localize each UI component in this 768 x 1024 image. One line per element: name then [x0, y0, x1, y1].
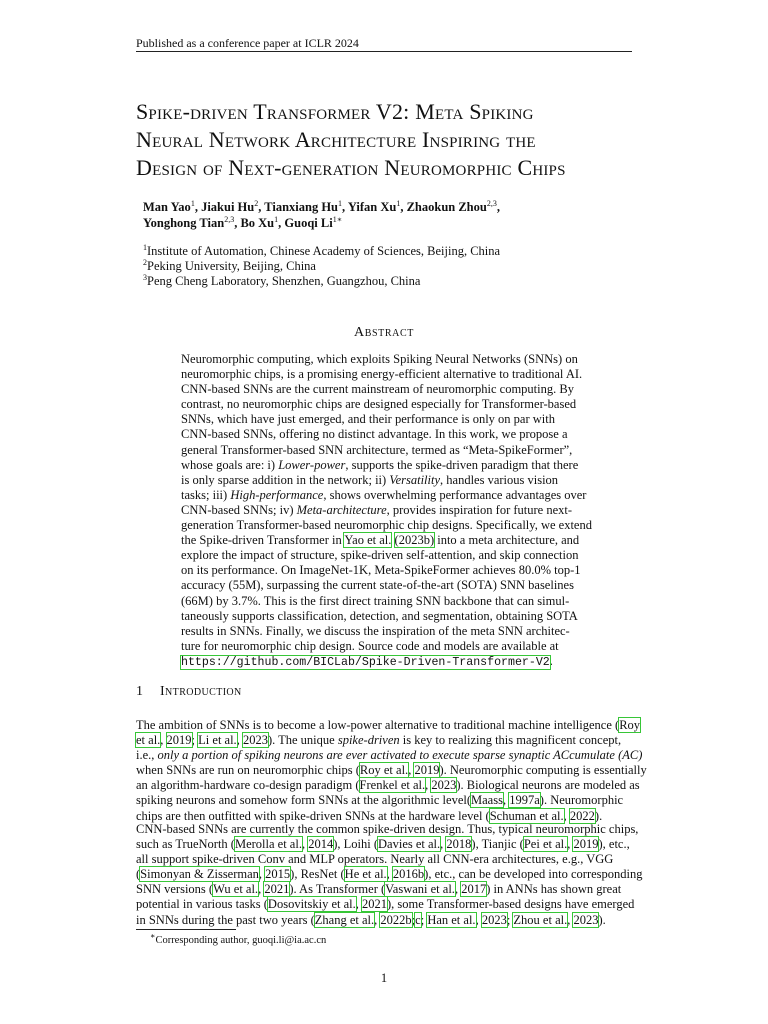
text: ;	[506, 912, 514, 927]
text: CNN-based SNNs; iv)	[181, 502, 297, 517]
text: ,	[386, 867, 393, 882]
text: an algorithm-hardware co-design paradigm (	[136, 778, 360, 793]
abstract-line: contrast, no neuromorphic chips are designed especially for Transformer-based	[181, 397, 577, 412]
text: the Spike-driven Transformer in	[181, 533, 345, 548]
author-affil-mark: 1	[190, 198, 195, 208]
body-line	[136, 793, 632, 808]
body-line	[136, 763, 647, 778]
author: Yifan Xu	[347, 200, 397, 214]
citation-link[interactable]: Simonyan & Zisserman	[140, 867, 259, 882]
text: into a meta architecture, and	[434, 533, 580, 548]
text: ;	[420, 912, 428, 927]
text: ,	[374, 912, 381, 927]
citation-link[interactable]: 2022b	[380, 912, 412, 927]
footnote-rule	[136, 929, 236, 930]
citation-link[interactable]: He et al.	[344, 867, 387, 882]
emphasis: High-performance	[230, 487, 324, 502]
intro-paragraph-1	[136, 718, 647, 824]
body-line	[136, 882, 632, 897]
intro-paragraph-2	[136, 822, 643, 928]
citation-link[interactable]: Li et al.	[198, 733, 237, 748]
footnote-mark: ∗	[150, 931, 156, 941]
citation-link[interactable]: Merolla et al.	[234, 837, 302, 852]
abstract-line: explore the impact of structure, spike-driven self-attention, and skip connection	[181, 548, 579, 563]
author: Yonghong Tian	[143, 216, 225, 230]
text: ), etc.,	[598, 837, 630, 852]
citation-link[interactable]: Vaswani et al.	[385, 882, 455, 897]
emphasis: Versatility	[389, 472, 441, 487]
text: spiking neurons and somehow form SNNs at the algorithmic level(	[136, 793, 472, 808]
abstract-line: generation Transformer-based neuromorphic chip designs. Specifically, we extend	[181, 518, 592, 533]
citation-link[interactable]: Roy et al.	[359, 763, 409, 778]
github-url-link[interactable]: https://github.com/BICLab/Spike-Driven-Transformer-V2	[181, 655, 550, 669]
text: The ambition of SNNs is to become a low-power alternative to traditional machine intelligence (	[136, 718, 620, 732]
author: Tianxiang Hu	[264, 200, 339, 214]
citation-link[interactable]: 2022	[569, 808, 595, 823]
text: ). Neuromorphic	[539, 793, 624, 808]
abstract-line	[181, 458, 588, 473]
text: is key to realizing this magnificent concept,	[399, 733, 622, 748]
text: ,	[475, 912, 482, 927]
body-line	[136, 733, 632, 748]
citation-link[interactable]: Yao et al.	[344, 533, 392, 548]
citation-link[interactable]: 2023	[431, 778, 457, 793]
text: ,	[160, 733, 167, 748]
abstract-line: taneously supports classification, detection, and segmentation, obtaining SOTA	[181, 608, 578, 623]
section-title: Introduction	[160, 684, 242, 699]
text: ), some Transformer-based designs have emerged	[387, 897, 635, 912]
abstract-line	[181, 533, 588, 548]
text: ;	[411, 912, 416, 927]
text: ). Biological neurons are modeled as	[456, 778, 640, 793]
abstract-line	[181, 503, 588, 518]
body-line	[136, 897, 635, 912]
body-line	[136, 867, 643, 882]
header-rule	[136, 51, 632, 52]
text: ).	[594, 808, 603, 823]
author-affil-mark: 2,3	[224, 214, 235, 224]
title-line-1: Spike-driven Transformer V2: Meta Spiking	[136, 99, 534, 124]
affiliation-mark: 1	[143, 242, 147, 252]
citation-link[interactable]: 2014	[308, 837, 334, 852]
citation-link[interactable]: 2019	[573, 837, 599, 852]
footnote-text: Corresponding author, guoqi.li@ia.ac.cn	[155, 935, 327, 946]
author: Man Yao	[143, 200, 191, 214]
page-number: 1	[380, 971, 388, 985]
text: ,	[502, 793, 510, 808]
citation-link[interactable]: 2015	[265, 867, 291, 882]
text: ).	[598, 912, 606, 927]
text: ), etc., can be developed into corresponding	[424, 867, 643, 882]
citation-link[interactable]: 2021	[362, 897, 388, 912]
citation-link[interactable]: c	[415, 912, 421, 927]
author-affil-mark: 1	[338, 198, 343, 208]
abstract-line: CNN-based SNNs are the current mainstream of neuromorphic computing. By	[181, 382, 574, 397]
affiliation	[143, 274, 623, 289]
body-line: all support spike-driven Conv and MLP operators. Nearly all CNN-era architectures, e.g., VGG	[136, 852, 614, 867]
abstract-line	[181, 473, 588, 488]
citation-link[interactable]: 2023	[573, 912, 599, 927]
citation-link[interactable]: Frenkel et al.	[359, 778, 426, 793]
text: ,	[567, 837, 574, 852]
citation-link[interactable]: 2023	[242, 733, 268, 748]
text: chips are then outfitted with spike-driven SNNs at the hardware level (	[136, 808, 490, 823]
text: SNN versions (	[136, 882, 214, 897]
text: whose goals are: i)	[181, 457, 279, 472]
text: ,	[258, 867, 266, 882]
abstract-heading: Abstract	[354, 325, 414, 340]
citation-link[interactable]: 2021	[264, 882, 290, 897]
text: ,	[301, 837, 309, 852]
text: ,	[440, 837, 447, 852]
emphasis: spike-driven	[337, 733, 400, 748]
citation-link[interactable]: 1997a	[509, 793, 540, 808]
abstract-line: SNNs, which have just emerged, and their performance is only on par with	[181, 412, 555, 427]
text: ). Neuromorphic computing is essentially	[439, 763, 647, 778]
citation-link[interactable]: 2016b	[392, 867, 425, 882]
affiliation-mark: 2	[143, 257, 147, 267]
text: ,	[258, 882, 265, 897]
footnote	[150, 931, 630, 947]
citation-link[interactable]: et al.	[136, 733, 161, 748]
body-line	[136, 748, 643, 763]
author-affil-mark: 2,3	[486, 198, 497, 208]
abstract-line: (66M) by 3.7%. This is the first direct training SNN backbone that can simul-	[181, 593, 570, 608]
author-affil-mark: 1	[396, 198, 401, 208]
text: such as TrueNorth (	[136, 837, 235, 852]
affiliation	[143, 259, 623, 274]
text: ,	[425, 778, 432, 793]
affiliation-text: Peking University, Beijing, China	[147, 259, 316, 273]
title-line-3: Design of Next-generation Neuromorphic Chips	[136, 155, 566, 180]
text: , shows overwhelming performance advantages over	[323, 487, 587, 502]
text: ), Tianjic (	[471, 837, 524, 852]
citation-link[interactable]: Dosovitskiy et al.	[267, 897, 356, 912]
text: ,	[408, 763, 415, 778]
running-header: Published as a conference paper at ICLR 2024	[136, 36, 359, 50]
affiliation-list	[143, 244, 623, 289]
author-affil-mark: 1∗	[332, 214, 343, 224]
citation-link[interactable]: 2018	[446, 837, 472, 852]
abstract-line: on its performance. On ImageNet-1K, Meta-SpikeFormer achieves 80.0% top-1	[181, 563, 581, 578]
citation-link[interactable]: Maass	[471, 793, 503, 808]
affiliation-text: Institute of Automation, Chinese Academy of Sciences, Beijing, China	[147, 244, 501, 258]
text: , provides inspiration for future next-	[386, 502, 573, 517]
abstract-line: neuromorphic chips, is a promising energy-efficient alternative to traditional AI.	[181, 367, 583, 382]
text: ,	[563, 808, 570, 823]
text: in SNNs during the past two years (	[136, 912, 315, 927]
text: , supports the spike-driven paradigm that there	[345, 457, 579, 472]
abstract-line: Neuromorphic computing, which exploits Spiking Neural Networks (SNNs) on	[181, 352, 578, 366]
body-line	[136, 718, 641, 733]
section-number: 1	[136, 684, 144, 699]
author-affil-mark: 1	[274, 214, 279, 224]
citation-link[interactable]: 2017	[461, 882, 487, 897]
text: ). As Transformer (	[289, 882, 386, 897]
text: ,	[355, 897, 363, 912]
text: tasks; iii)	[181, 487, 231, 502]
abstract-line	[181, 654, 588, 670]
body-line	[136, 778, 640, 793]
body-line	[136, 913, 632, 928]
section-heading-introduction	[136, 684, 536, 700]
text: ) in ANNs has shown great	[486, 882, 622, 897]
author: Bo Xu	[240, 216, 275, 230]
citation-link[interactable]: (2023b)	[394, 533, 435, 548]
text: ;	[191, 733, 199, 748]
abstract-line: results in SNNs. Finally, we discuss the inspiration of the meta SNN architec-	[181, 623, 570, 638]
title-line-2: Neural Network Architecture Inspiring the	[136, 127, 536, 152]
abstract-line: general Transformer-based SNN architecture, termed as “Meta-SpikeFormer”,	[181, 442, 573, 457]
text: i.e.,	[136, 748, 158, 763]
text: , handles various vision	[440, 472, 559, 487]
abstract-line: ture for neuromorphic chip design. Source code and models are available at	[181, 638, 559, 653]
affiliation	[143, 244, 623, 259]
affiliation-mark: 3	[143, 272, 147, 282]
citation-link[interactable]: Wu et al.	[213, 882, 259, 897]
text: ). The unique	[267, 733, 338, 748]
emphasis: Meta-architecture	[296, 502, 387, 517]
citation-link[interactable]: 2019	[414, 763, 440, 778]
text: potential in various tasks (	[136, 897, 268, 912]
citation-link[interactable]: 2023	[481, 912, 507, 927]
abstract-line: CNN-based SNNs, offering no distinct advantage. In this work, we propose a	[181, 427, 568, 442]
emphasis: Lower-power	[278, 457, 346, 472]
text: ,	[567, 912, 574, 927]
affiliation-text: Peng Cheng Laboratory, Shenzhen, Guangzhou, China	[147, 274, 421, 288]
text: .	[549, 653, 553, 668]
citation-link[interactable]: Schuman et al.	[489, 808, 564, 823]
abstract-line: accuracy (55M), surpassing the current state-of-the-art (SOTA) SNN baselines	[181, 578, 574, 593]
text: ), Loihi (	[333, 837, 379, 852]
text: is only sparse addition in the network; ii)	[181, 472, 390, 487]
author-list: Man Yao$^1$, Jiakui Hu$^2$, Tianxiang Hu$^1$, Yifan Xu$^1$, Zhaokun Zhou$^{2,3}$, Yonghong Tian$^{2,3}$, Bo Xu$^1$, Guoqi $Li^{1∗}$	[143, 198, 500, 230]
text: when SNNs are run on neuromorphic chips (	[136, 763, 360, 778]
text: ), ResNet (	[290, 867, 345, 882]
citation-link[interactable]: Zhang et al.	[314, 912, 375, 927]
citation-link[interactable]: 2019	[166, 733, 192, 748]
text: ,	[236, 733, 243, 748]
author: Zhaokun Zhou	[406, 200, 487, 214]
paper-title	[136, 98, 636, 182]
citation-link[interactable]: Davies et al.	[378, 837, 441, 852]
author-affil-mark: 2	[254, 198, 259, 208]
abstract-line	[181, 488, 588, 503]
body-line	[136, 837, 632, 852]
emphasis: only a portion of spiking neurons are ever activated to execute sparse synaptic ACcumulate (AC)	[157, 748, 643, 763]
abstract-body	[181, 352, 592, 670]
text: ,	[454, 882, 462, 897]
author: Jiakui Hu	[201, 200, 255, 214]
citation-link[interactable]: Pei et al.	[523, 837, 568, 852]
citation-link[interactable]: Han et al.	[427, 912, 476, 927]
citation-link[interactable]: Roy	[619, 718, 641, 732]
author: Guoqi Li	[284, 216, 333, 230]
text: (	[136, 867, 141, 882]
body-line: CNN-based SNNs are currently the common spike-driven design. Thus, typical neuromorphic chips,	[136, 822, 639, 836]
citation-link[interactable]: Zhou et al.	[513, 912, 568, 927]
